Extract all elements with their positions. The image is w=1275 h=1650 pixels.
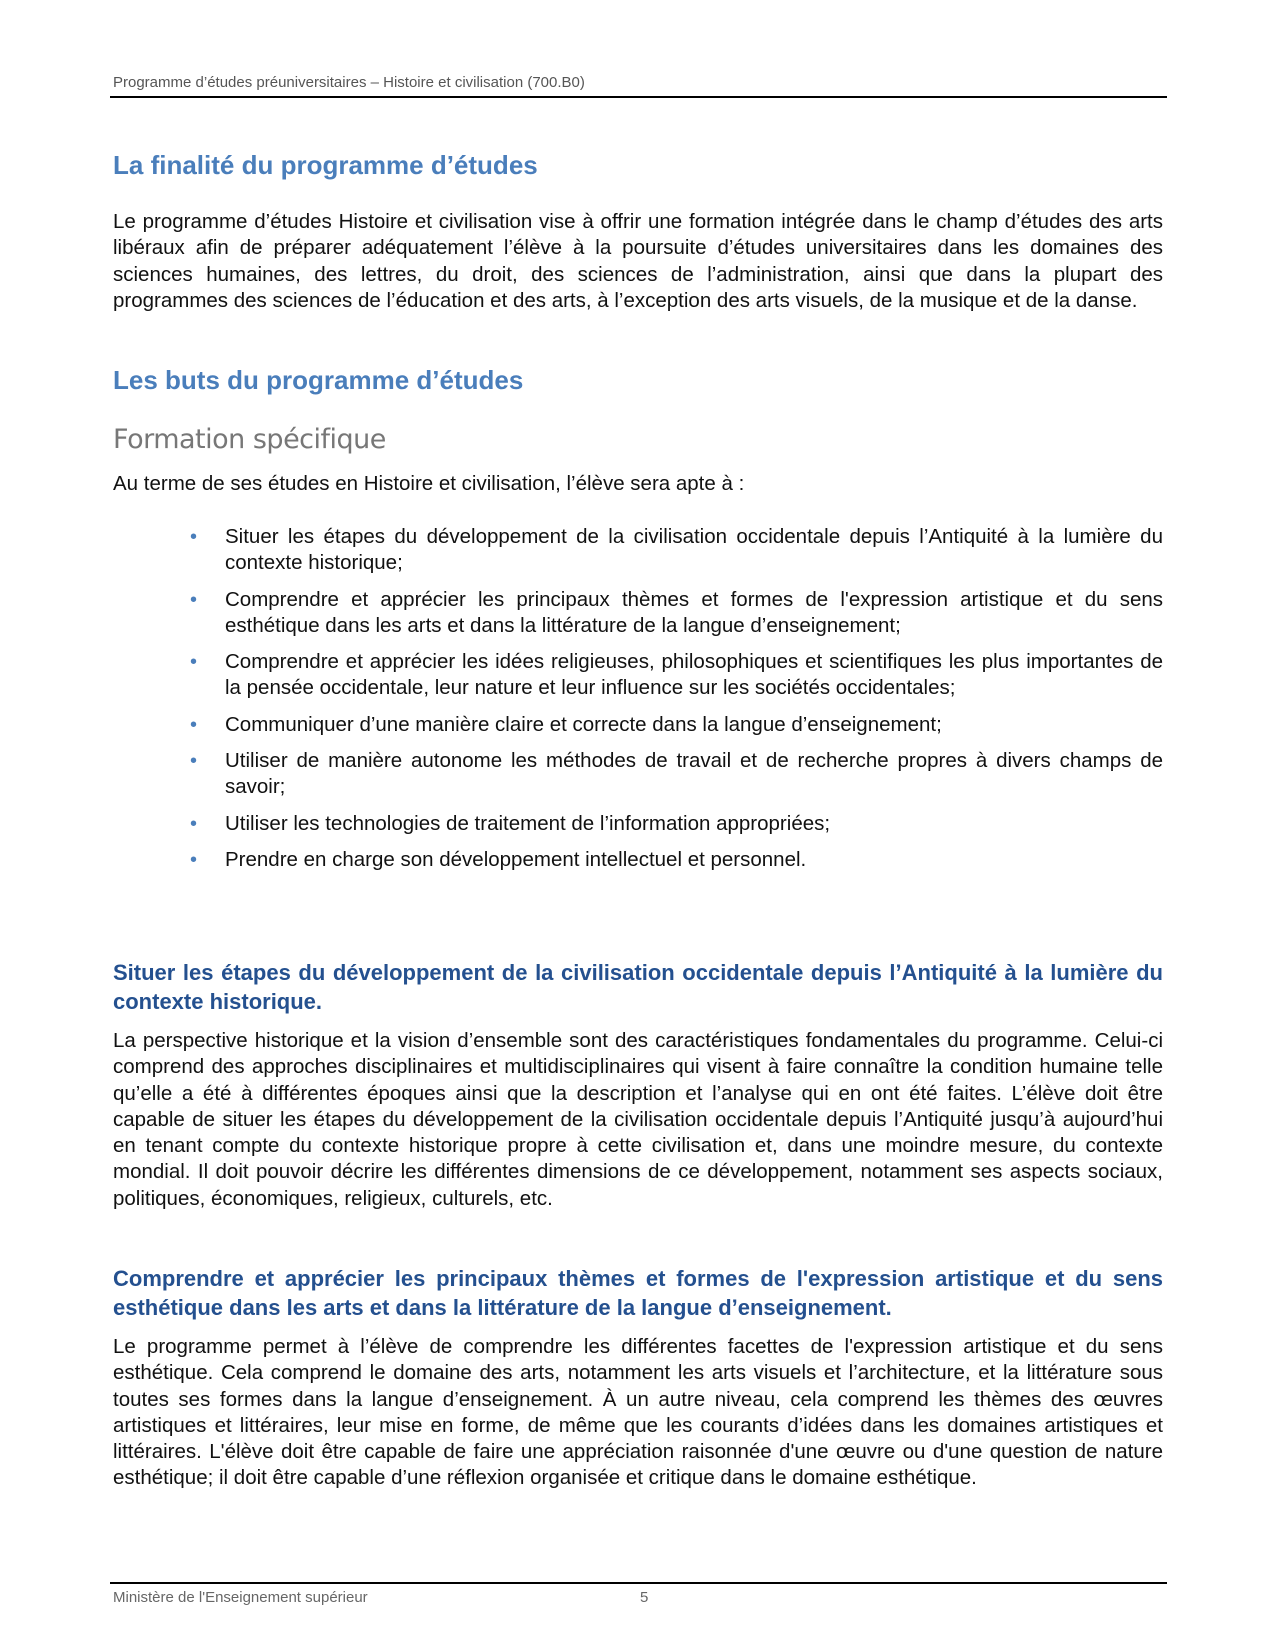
header-rule [110, 96, 1167, 98]
list-item [190, 847, 1163, 873]
section-title-buts: Les buts du programme d’études [113, 365, 524, 395]
bullet-icon: • [190, 651, 198, 674]
list-item [190, 649, 1163, 702]
footer-ministry: Ministère de l'Enseignement supérieur [113, 1589, 368, 1606]
goals-list [190, 524, 1163, 883]
bullet-icon: • [190, 713, 198, 736]
finalite-paragraph: Le programme d’études Histoire et civilisation vise à offrir une formation intégrée dans le champ d’études des arts libéraux afin de préparer adéquatement l’élève à la poursuite d’études universitaires dans les domaines des sciences humaines, des lettres, du droit, des sciences de l’administration, ainsi que dans la plupart des programmes des sciences de l’éducation et des arts, à l’exception des arts visuels, de la musique et de la danse. [113, 210, 1163, 312]
list-item [190, 811, 1163, 837]
running-header: Programme d’études préuniversitaires – Histoire et civilisation (700.B0) [113, 74, 585, 91]
list-item-text: Comprendre et apprécier les principaux thèmes et formes de l'expression artistique et du sens esthétique dans les arts et dans la littérature de la langue d’enseignement; [225, 587, 1163, 637]
bullet-icon: • [190, 588, 198, 611]
buts-intro: Au terme de ses études en Histoire et civilisation, l’élève sera apte à : [113, 472, 745, 495]
list-item-text: Comprendre et apprécier les idées religieuses, philosophiques et scientifiques les plus importantes de la pensée occidentale, leur nature et leur influence sur les sociétés occidentales; [225, 650, 1163, 700]
bullet-icon: • [190, 750, 198, 773]
bullet-icon: • [190, 848, 198, 871]
list-item-text: Situer les étapes du développement de la civilisation occidentale depuis l’Antiquité à la lumière du contexte historique; [225, 525, 1163, 575]
bullet-icon: • [190, 526, 198, 548]
list-item-text: Prendre en charge son développement intellectuel et personnel. [225, 847, 807, 871]
section-title-finalite: La finalité du programme d’études [113, 150, 538, 180]
list-item-text: Communiquer d’une manière claire et correcte dans la langue d’enseignement; [225, 712, 942, 736]
list-item [190, 587, 1163, 640]
expression-artistique-paragraph: Le programme permet à l’élève de comprendre les différentes facettes de l'expression artistique et du sens esthétique. Cela comprend le domaine des arts, notamment les arts visuels et l’architecture, et la littérature sous toutes ses formes dans la langue d’enseignement. À un autre niveau, cela comprend les thèmes des œuvres artistiques et littéraires, leur mise en forme, de même que les courants d’idées dans les domaines artistiques et littéraires. L'élève doit être capable de faire une appréciation raisonnée d'une œuvre ou d'une question de nature esthétique; il doit être capable d’une réflexion organisée et critique dans le domaine esthétique. [113, 1335, 1163, 1490]
section-title-expression-artistique: Comprendre et apprécier les principaux thèmes et formes de l'expression artistique et du sens esthétique dans les arts et dans la littérature de la langue d’enseignement. [113, 1266, 1163, 1320]
civilisation-paragraph: La perspective historique et la vision d’ensemble sont des caractéristiques fondamentales du programme. Celui-ci comprend des approches disciplinaires et multidisciplinaires qui visent à faire connaître la condition humaine telle qu’elle a été à différentes époques ainsi que la description et l’analyse qui en ont été faites. L’élève doit être capable de situer les étapes du développement de la civilisation occidentale depuis l’Antiquité jusqu’à aujourd’hui en tenant compte du contexte historique propre à cette civilisation et, dans une moindre mesure, du contexte mondial. Il doit pouvoir décrire les différentes dimensions de ce développement, notamment ses aspects sociaux, politiques, économiques, religieux, culturels, etc. [113, 1029, 1163, 1210]
list-item [190, 712, 1163, 738]
subtitle-formation-specifique: Formation spécifique [113, 424, 386, 455]
section-title-civilisation: Situer les étapes du développement de la civilisation occidentale depuis l’Antiquité à la lumière du contexte historique. [113, 960, 1163, 1014]
list-item [190, 524, 1163, 577]
page-number: 5 [640, 1589, 649, 1606]
footer-rule [110, 1582, 1167, 1584]
list-item-text: Utiliser de manière autonome les méthodes de travail et de recherche propres à divers champs de savoir; [225, 749, 1163, 799]
list-item-text: Utiliser les technologies de traitement de l’information appropriées; [225, 811, 831, 835]
bullet-icon: • [190, 812, 198, 835]
list-item [190, 748, 1163, 801]
